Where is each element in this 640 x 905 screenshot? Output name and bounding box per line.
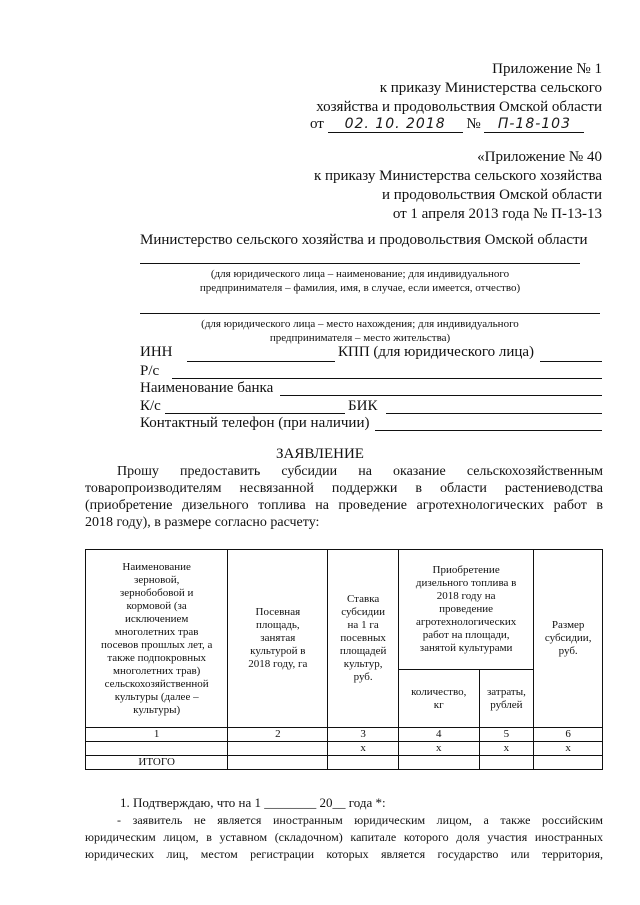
x-2	[228, 742, 328, 756]
table-row-total	[86, 756, 603, 770]
annex40-line4: от 1 апреля 2013 года № П-13-13	[392, 206, 602, 222]
confirm-paragraph	[85, 812, 603, 863]
request-line-3: (приобретение дизельного топлива на проведение агротехнологических работ в	[85, 498, 603, 513]
inn-label: ИНН	[140, 344, 173, 360]
annex1-line3: хозяйства и продовольствия Омской области	[316, 99, 602, 115]
request-line-1: Прошу предоставить субсидии на оказание сельскохозяйственным	[117, 464, 603, 479]
annex1-block	[316, 60, 602, 117]
bank-label: Наименование банка	[140, 380, 274, 396]
annex40-title: «Приложение № 40	[477, 149, 602, 165]
statement-heading: ЗАЯВЛЕНИЕ	[276, 446, 364, 462]
annex1-date-row	[310, 116, 584, 133]
x-5: х	[479, 742, 534, 756]
from-label: от	[310, 116, 324, 132]
annex40-line2: к приказу Министерства сельского хозяйства	[313, 168, 602, 184]
bik-line	[386, 413, 602, 414]
annex1-title: Приложение № 1	[492, 61, 602, 77]
col4-header: количество, кг	[398, 670, 479, 728]
phone-line	[375, 430, 602, 431]
num-6: 6	[534, 728, 603, 742]
number-label: №	[466, 116, 481, 132]
request-line-4: 2018 году), в размере согласно расчету:	[85, 515, 320, 530]
rs-line	[172, 378, 602, 379]
num-3: 3	[328, 728, 399, 742]
num-2: 2	[228, 728, 328, 742]
rs-label: Р/с	[140, 363, 160, 379]
col1-header: Наименование зерновой, зернобобовой и кормовой (за исключением многолетних трав посевов прошлых лет, а также подпокровных многолетних трав) сельскохозяйственной культуры (далее – культуры)	[86, 550, 228, 728]
hint-name-1: (для юридического лица – наименование; для индивидуального	[210, 268, 510, 280]
confirm-line-4: юридических лиц, местом регистрации которых является государство или территория,	[85, 847, 603, 861]
x-3: х	[328, 742, 399, 756]
col5-header: затраты, рублей	[479, 670, 534, 728]
col3-header: Ставка субсидии на 1 га посевных площадей культур, руб.	[328, 550, 399, 728]
x-4: х	[398, 742, 479, 756]
hint-address-2: предпринимателя – место жительства)	[269, 332, 451, 344]
ks-label: К/с	[140, 398, 161, 414]
col2-header: Посевная площадь, занятая культурой в 2018 году, га	[228, 550, 328, 728]
bank-line	[280, 395, 602, 396]
col6-header: Размер субсидии, руб.	[534, 550, 603, 728]
handwritten-date: 02. 10. 2018	[328, 116, 463, 133]
inn-row	[140, 344, 173, 361]
table-row-numbers	[86, 728, 603, 742]
hint-name	[140, 267, 580, 295]
col45-header: Приобретение дизельного топлива в 2018 году на проведение агротехнологических работ на площади, занятой культурами	[398, 550, 533, 670]
hint-name-2: предпринимателя – фамилия, имя, в случае, если имеется, отчество)	[199, 282, 521, 294]
num-1: 1	[86, 728, 228, 742]
phone-label: Контактный телефон (при наличии)	[140, 415, 370, 431]
hint-address-1: (для юридического лица – место нахождения; для индивидуального	[201, 318, 519, 330]
x-1	[86, 742, 228, 756]
table-row-x	[86, 742, 603, 756]
annex40-line3: и продовольствия Омской области	[381, 187, 602, 203]
x-6: х	[534, 742, 603, 756]
subsidy-table	[85, 549, 603, 770]
annex1-line2: к приказу Министерства сельского	[379, 80, 602, 96]
num-5: 5	[479, 728, 534, 742]
applicant-name-line	[140, 263, 580, 264]
request-line-2: товаропроизводителям несвязанной поддержки в области растениеводства	[85, 481, 603, 496]
total-label: ИТОГО	[86, 756, 228, 770]
ks-line	[165, 413, 345, 414]
hint-address	[140, 317, 580, 345]
request-paragraph	[85, 463, 603, 531]
confirm-line1: 1. Подтверждаю, что на 1 ________ 20__ года *:	[120, 795, 386, 810]
kpp-label: КПП (для юридического лица)	[338, 344, 535, 360]
applicant-address-line	[140, 313, 600, 314]
kpp-line	[540, 361, 602, 362]
confirm-line-3: юридическим лицом, в уставном (складочном) капитале которого доля участия иностранных	[85, 830, 603, 844]
addressee: Министерство сельского хозяйства и продовольствия Омской области	[140, 232, 588, 248]
handwritten-number: П-18-103	[484, 116, 584, 133]
annex40-block	[314, 148, 602, 224]
inn-line	[187, 361, 335, 362]
num-4: 4	[398, 728, 479, 742]
bik-label: БИК	[348, 398, 378, 414]
confirm-line-2: - заявитель не является иностранным юридическим лицом, а также российским	[117, 813, 603, 827]
